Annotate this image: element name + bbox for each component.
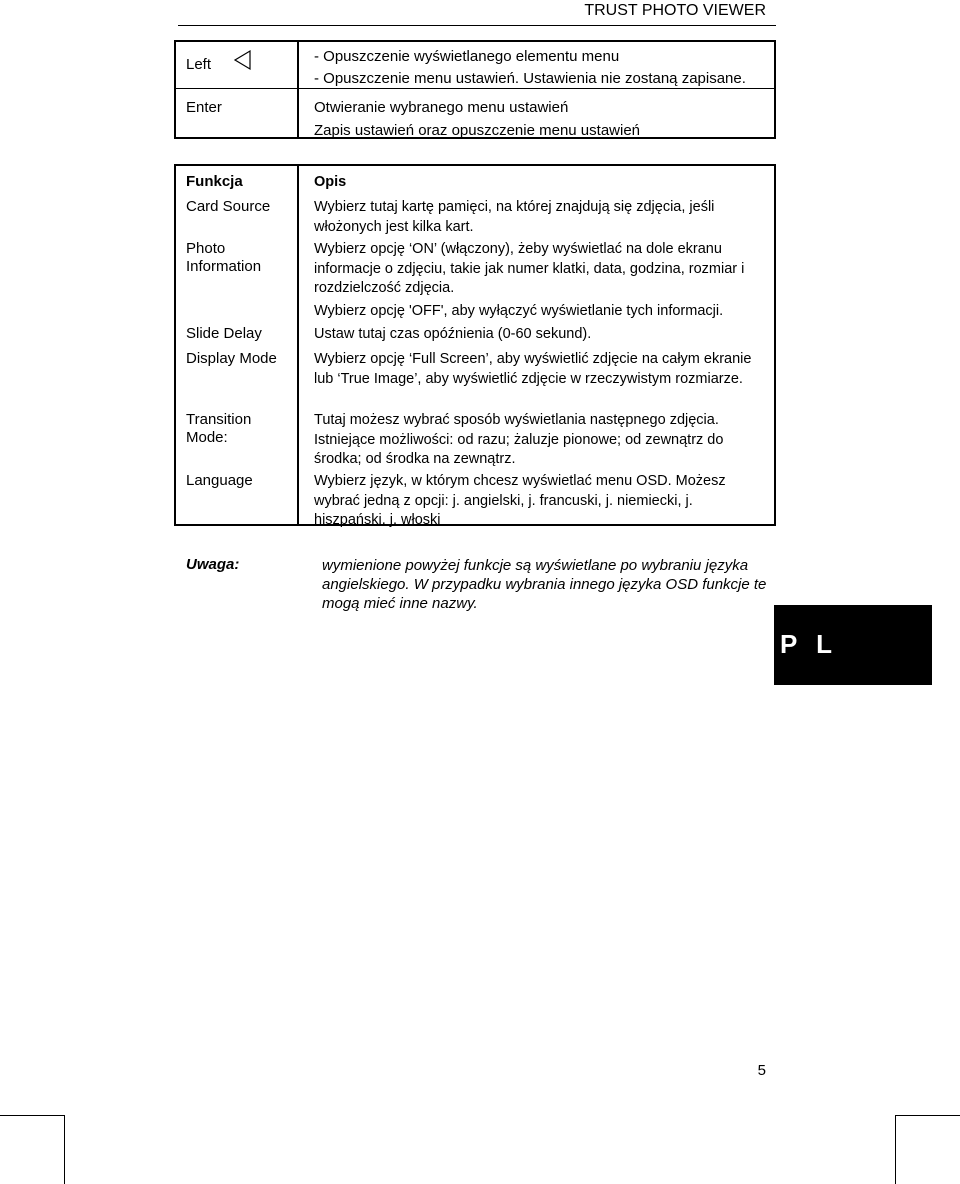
note-text: wymienione powyżej funkcje są wyświetlane po wybraniu języka angielskiego. W przypadku wybrania innego języka OSD funkcje te mogą mieć inne nazwy.	[322, 557, 767, 612]
crop-mark	[0, 1115, 64, 1116]
key-enter-desc-1: Otwieranie wybranego menu ustawień	[314, 99, 569, 116]
key-enter-desc-2: Zapis ustawień oraz opuszczenie menu ustawień	[314, 122, 641, 139]
function-desc-language: Wybierz język, w którym chcesz wyświetlać menu OSD. Możesz wybrać jedną z opcji: j. angielski, j. francuski, j. niemiecki, j. hiszpański, j. włoski	[314, 473, 726, 528]
function-name-card-source: Card Source	[186, 198, 271, 215]
column-header-function: Funkcja	[186, 173, 243, 190]
function-name-slide-delay: Slide Delay	[186, 325, 262, 342]
keys-table	[174, 40, 776, 139]
language-marker-block	[774, 605, 932, 685]
function-desc-photo-information: Wybierz opcję ‘ON’ (włączony), żeby wyświetlać na dole ekranu informacje o zdjęciu, takie jak numer klatki, data, godzina, rozmiar i rozdzielczość zdjęcia.	[314, 241, 745, 296]
function-name-photo-information: Photo Information	[186, 240, 262, 275]
key-left-label: Left	[186, 56, 212, 73]
function-name-transition-mode: Transition Mode:	[186, 411, 252, 446]
function-desc-card-source: Wybierz tutaj kartę pamięci, na której znajdują się zdjęcia, jeśli włożonych jest kilka kart.	[314, 199, 715, 235]
crop-mark	[895, 1115, 896, 1184]
function-desc-display-mode: Wybierz opcję ‘Full Screen’, aby wyświetlić zdjęcie na całym ekranie lub ‘True Image’, aby wyświetlić zdjęcie w rzeczywistym rozmiarze.	[314, 351, 752, 387]
table-row-separator	[176, 88, 774, 89]
header-rule	[178, 25, 776, 26]
language-marker: P L	[780, 629, 838, 659]
functions-table	[174, 164, 776, 526]
key-left-desc-1: - Opuszczenie wyświetlanego elementu menu	[314, 48, 620, 65]
column-header-description: Opis	[314, 174, 347, 190]
function-desc-photo-information-off: Wybierz opcję 'OFF', aby wyłączyć wyświetlanie tych informacji.	[314, 303, 724, 319]
function-desc-transition-mode: Tutaj możesz wybrać sposób wyświetlania następnego zdjęcia. Istniejące możliwości: od razu; żaluzje pionowe; od zewnątrz do środka; od środka na zewnątrz.	[314, 412, 724, 467]
crop-mark	[895, 1115, 960, 1116]
note-label: Uwaga:	[186, 556, 240, 573]
key-left-desc-2: - Opuszczenie menu ustawień. Ustawienia nie zostaną zapisane.	[314, 70, 746, 87]
function-desc-slide-delay: Ustaw tutaj czas opóźnienia (0-60 sekund).	[314, 326, 592, 342]
table-divider	[297, 166, 299, 524]
left-triangle-icon	[232, 49, 252, 76]
table-divider	[297, 42, 299, 137]
crop-mark	[64, 1115, 65, 1184]
document-header-title: TRUST PHOTO VIEWER	[584, 2, 766, 19]
key-enter-label: Enter	[186, 99, 222, 116]
function-name-language: Language	[186, 472, 253, 489]
function-name-display-mode: Display Mode	[186, 350, 277, 367]
page-number: 5	[757, 1062, 766, 1079]
